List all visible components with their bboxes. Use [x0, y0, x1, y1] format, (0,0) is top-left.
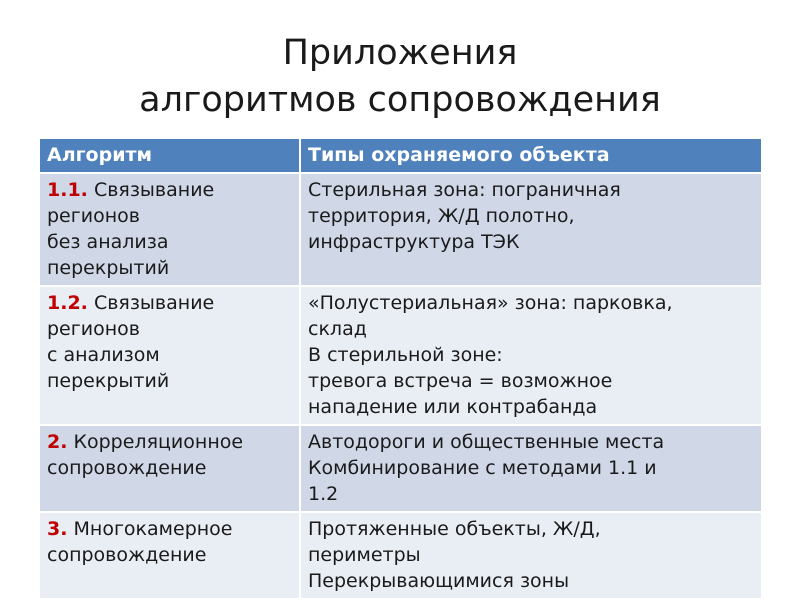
object-types-cell — [300, 425, 762, 512]
header-object-types: Типы охраняемого объекта — [300, 139, 762, 173]
algorithm-text: регионов — [47, 318, 140, 340]
object-types-text: склад — [308, 318, 367, 340]
algorithm-cell — [40, 286, 300, 425]
object-types-text: тревога встреча = возможное — [308, 370, 613, 392]
object-types-text: Стерильная зона: пограничная — [308, 179, 621, 201]
algorithm-number: 1.2. — [47, 292, 88, 314]
algorithm-number: 2. — [47, 431, 68, 453]
algorithm-text: Связывание — [93, 179, 215, 201]
object-types-text: В стерильной зоне: — [308, 344, 503, 366]
object-types-cell — [300, 286, 762, 425]
object-types-text: «Полустериальная» зона: парковка, — [308, 292, 673, 314]
object-types-text: территория, Ж/Д полотно, — [308, 205, 575, 227]
algorithm-cell — [40, 425, 300, 512]
algorithm-text: Корреляционное — [73, 431, 244, 453]
algorithms-table — [40, 139, 763, 600]
table-row — [40, 512, 762, 599]
object-types-text: Перекрывающимися зоны — [308, 570, 570, 592]
slide-title-line-1: Приложения — [282, 33, 518, 73]
algorithm-text: регионов — [47, 205, 140, 227]
object-types-text: Автодороги и общественные места — [308, 431, 665, 453]
object-types-text: инфраструктура ТЭК — [308, 231, 520, 253]
algorithm-text: перекрытий — [47, 257, 170, 279]
object-types-text: нападение или контрабанда — [308, 396, 598, 418]
slide-title-line-2: алгоритмов сопровождения — [139, 80, 661, 120]
slide-title — [0, 30, 800, 124]
object-types-text: 1.2 — [308, 483, 339, 505]
algorithm-text: сопровождение — [47, 457, 207, 479]
table-row — [40, 173, 762, 286]
algorithm-text: Связывание — [93, 292, 215, 314]
header-algorithm: Алгоритм — [40, 139, 300, 173]
algorithm-number: 3. — [47, 518, 68, 540]
table-header-row — [40, 139, 762, 173]
algorithm-text: Многокамерное — [73, 518, 233, 540]
algorithm-text: перекрытий — [47, 370, 170, 392]
table-row — [40, 286, 762, 425]
algorithm-cell — [40, 512, 300, 599]
object-types-cell — [300, 173, 762, 286]
object-types-text: периметры — [308, 544, 421, 566]
object-types-cell — [300, 512, 762, 599]
algorithm-text: без анализа — [47, 231, 169, 253]
algorithm-text: сопровождение — [47, 544, 207, 566]
algorithm-cell — [40, 173, 300, 286]
object-types-text: Протяженные объекты, Ж/Д, — [308, 518, 601, 540]
object-types-text: Комбинирование с методами 1.1 и — [308, 457, 657, 479]
table-row — [40, 425, 762, 512]
algorithm-number: 1.1. — [47, 179, 88, 201]
algorithm-text: с анализом — [47, 344, 160, 366]
